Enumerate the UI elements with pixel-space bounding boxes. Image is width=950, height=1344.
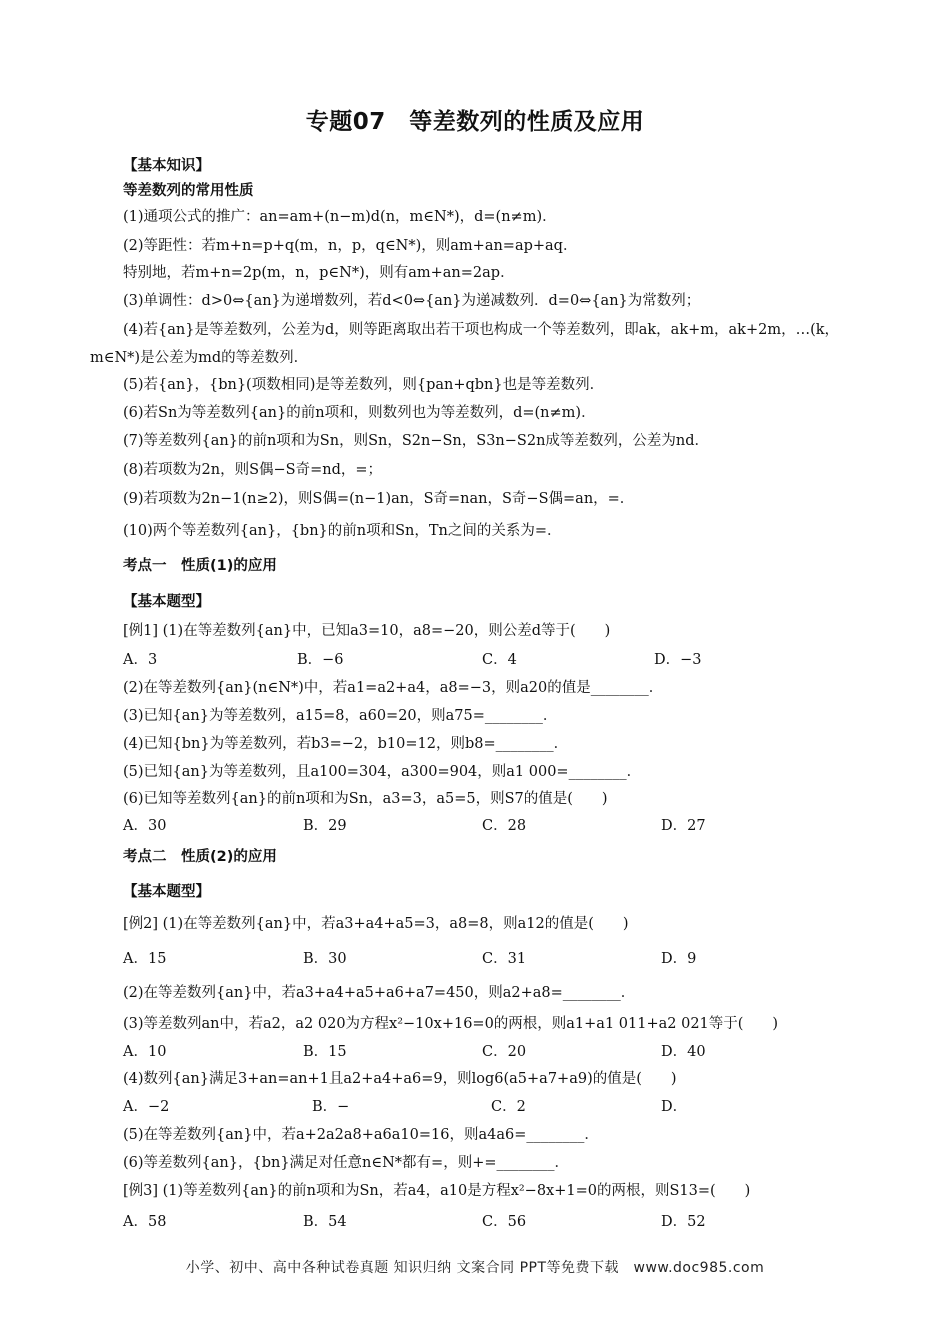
option-d: D．−3 (654, 652, 702, 668)
example-1-question-6: (6)已知等差数列{an}的前n项和为Sn，a3=3，a5=5，则S7的值是( ) (123, 791, 608, 807)
option-a: A．−2 (123, 1099, 170, 1115)
footer-banner[interactable]: 小学、初中、高中各种试卷真题 知识归纳 文案合同 PPT等免费下载 www.doc985.com (185, 1260, 765, 1276)
example-2-question-2: (2)在等差数列{an}中，若a3+a4+a5+a6+a7=450，则a2+a8=________． (123, 985, 636, 1001)
option-a: A．30 (123, 818, 167, 834)
property-line: (5)若{an}，{bn}(项数相同)是等差数列，则{pan+qbn}也是等差数列． (123, 377, 605, 393)
example-2-question-4: (4)数列{an}满足3+an=an+1且a2+a4+a6=9，则log6(a5+a7+a9)的值是( ) (123, 1071, 677, 1087)
option-b: B．−6 (297, 652, 344, 668)
option-b: B．30 (303, 951, 347, 967)
example-1-question-5: (5)已知{an}为等差数列，且a100=304，a300=904，则a1 000=________． (123, 764, 642, 780)
kaodian-2-heading: 考点二 性质(2)的应用 (123, 849, 277, 865)
property-line: (8)若项数为2n，则S偶−S奇=nd，=； (123, 462, 383, 478)
option-b: B．15 (303, 1044, 347, 1060)
example-1-question-4: (4)已知{bn}为等差数列，若b3=−2，b10=12，则b8=________． (123, 736, 569, 752)
option-c: C．56 (482, 1214, 527, 1230)
page-title: 专题07 等差数列的性质及应用 (305, 109, 645, 135)
example-2-question-3: (3)等差数列an中，若a2，a2 020为方程x²−10x+16=0的两根，则a1+a1 011+a2 021等于( ) (123, 1016, 779, 1032)
option-b: B．54 (303, 1214, 347, 1230)
property-line: m∈N*)是公差为md的等差数列． (90, 350, 309, 366)
kaodian-1-heading: 考点一 性质(1)的应用 (123, 558, 277, 574)
example-2-question-1: [例2] (1)在等差数列{an}中，若a3+a4+a5=3，a8=8，则a12的值是( ) (123, 916, 629, 932)
option-a: A．58 (123, 1214, 167, 1230)
option-a: A．3 (123, 652, 158, 668)
option-a: A．10 (123, 1044, 167, 1060)
option-c: C．20 (482, 1044, 527, 1060)
option-a: A．15 (123, 951, 167, 967)
example-2-question-6: (6)等差数列{an}，{bn}满足对任意n∈N*都有=，则+=________． (123, 1155, 570, 1171)
basic-question-type-heading: 【基本题型】 (123, 594, 210, 610)
example-2-question-5: (5)在等差数列{an}中，若a+2a2a8+a6a10=16，则a4a6=________． (123, 1127, 599, 1143)
option-c: C．2 (491, 1099, 526, 1115)
basic-question-type-heading: 【基本题型】 (123, 884, 210, 900)
subheading-common-properties: 等差数列的常用性质 (123, 183, 254, 199)
section-heading-basic-knowledge: 【基本知识】 (123, 158, 210, 174)
option-c: C．31 (482, 951, 527, 967)
option-d: D．40 (661, 1044, 706, 1060)
property-line: (4)若{an}是等差数列，公差为d，则等距离取出若干项也构成一个等差数列，即ak，ak+m，ak+2m，…(k， (123, 322, 840, 338)
option-c: C．28 (482, 818, 527, 834)
property-line: (3)单调性：d>0⇔{an}为递增数列，若d<0⇔{an}为递减数列．d=0⇔{an}为常数列； (123, 293, 701, 309)
property-line: (9)若项数为2n−1(n≥2)，则S偶=(n−1)an，S奇=nan，S奇−S偶=an，=． (123, 491, 635, 507)
option-b: B．29 (303, 818, 347, 834)
property-line: (6)若Sn为等差数列{an}的前n项和，则数列也为等差数列，d=(n≠m)． (123, 405, 596, 421)
example-1-question-1: [例1] (1)在等差数列{an}中，已知a3=10，a8=−20，则公差d等于( ) (123, 623, 611, 639)
option-d: D．27 (661, 818, 706, 834)
property-line: (10)两个等差数列{an}，{bn}的前n项和Sn，Tn之间的关系为=． (123, 523, 562, 539)
property-line: (7)等差数列{an}的前n项和为Sn，则Sn，S2n−Sn，S3n−S2n成等差数列，公差为nd． (123, 433, 710, 449)
example-1-question-2: (2)在等差数列{an}(n∈N*)中，若a1=a2+a4，a8=−3，则a20的值是________． (123, 680, 664, 696)
property-line: 特别地，若m+n=2p(m，n，p∈N*)，则有am+an=2ap． (123, 265, 515, 281)
option-d: D．52 (661, 1214, 706, 1230)
example-3-question-1: [例3] (1)等差数列{an}的前n项和为Sn，若a4，a10是方程x²−8x+1=0的两根，则S13=( ) (123, 1183, 751, 1199)
property-line: (1)通项公式的推广：an=am+(n−m)d(n，m∈N*)，d=(n≠m)． (123, 209, 557, 225)
option-b: B．− (312, 1099, 350, 1115)
option-d: D．9 (661, 951, 697, 967)
option-c: C．4 (482, 652, 517, 668)
property-line: (2)等距性：若m+n=p+q(m，n，p，q∈N*)，则am+an=ap+aq． (123, 238, 578, 254)
option-d: D． (661, 1099, 688, 1115)
example-1-question-3: (3)已知{an}为等差数列，a15=8，a60=20，则a75=________． (123, 708, 558, 724)
